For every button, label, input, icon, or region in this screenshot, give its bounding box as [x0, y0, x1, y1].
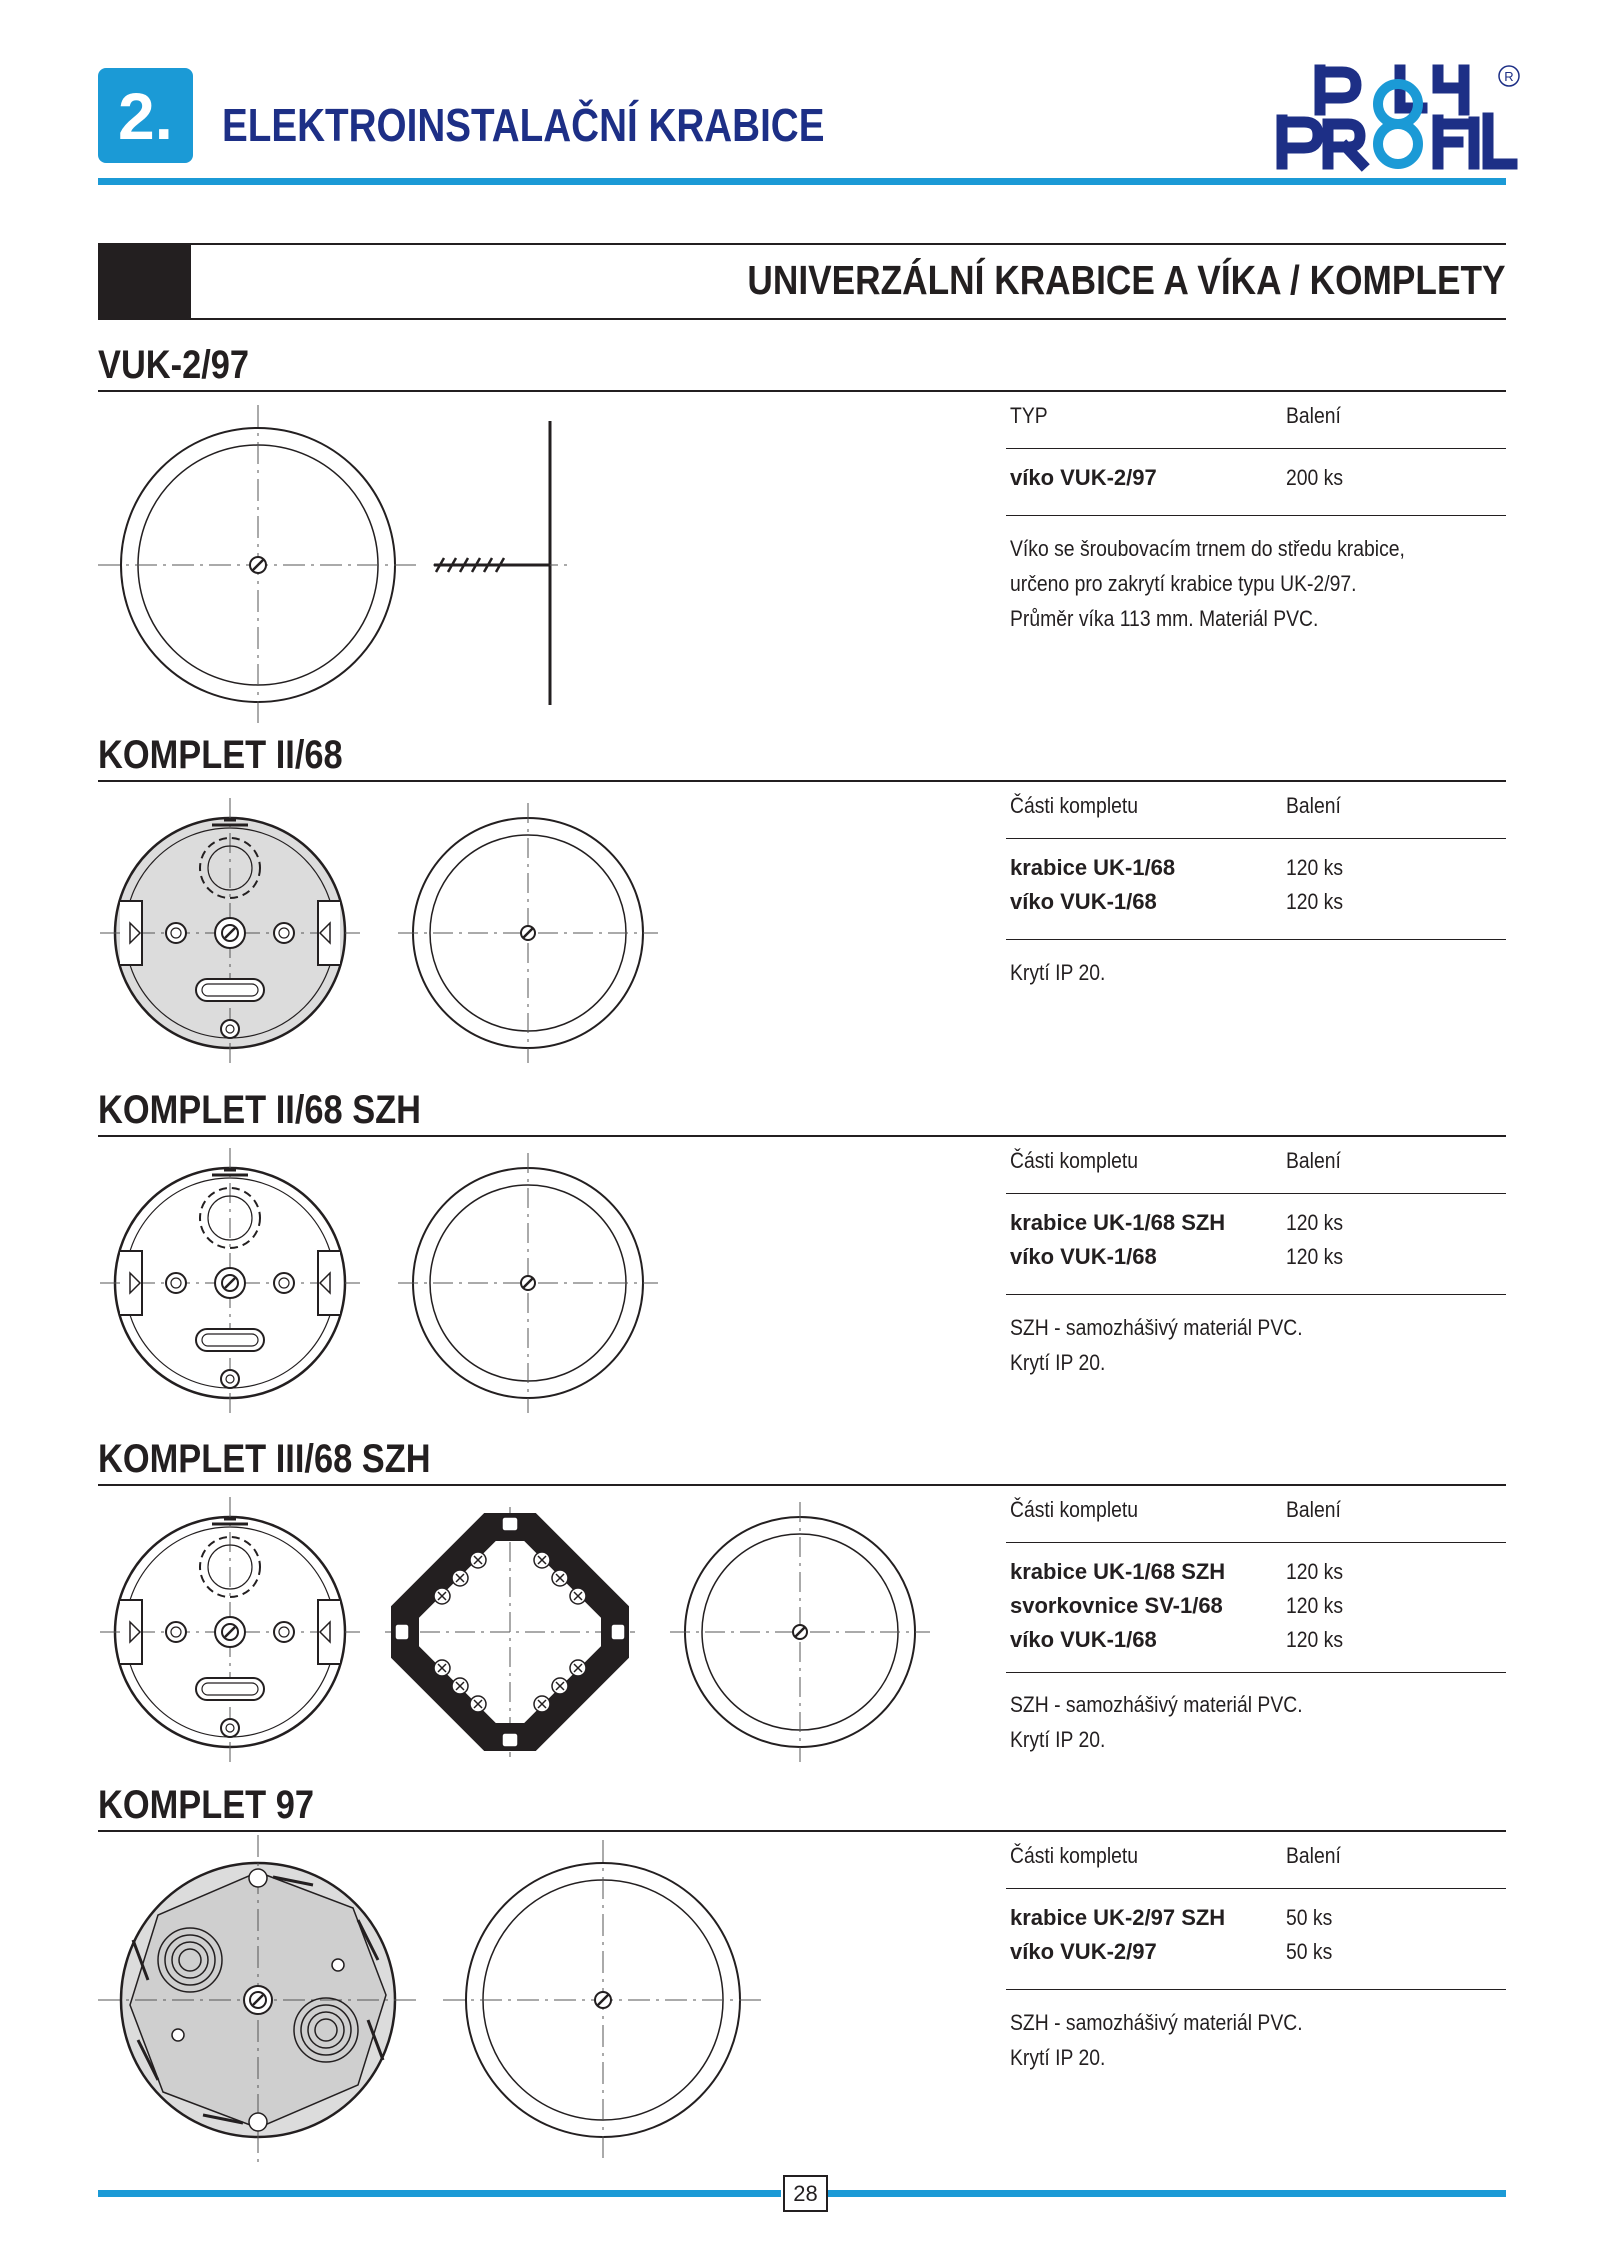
- lid-drawing-top-view: [98, 405, 418, 725]
- chapter-title: ELEKTROINSTALAČNÍ KRABICE: [222, 99, 825, 151]
- terminal-block-drawing: [385, 1507, 635, 1757]
- product-drawings: [98, 1492, 998, 1782]
- column-header-packaging: Balení: [1286, 1148, 1341, 1173]
- chapter-number-badge: [98, 68, 193, 163]
- list-item: [1006, 1905, 1506, 1939]
- chapter-number: 2.: [117, 78, 174, 153]
- part-name: svorkovnice SV-1/68: [1010, 1593, 1223, 1618]
- product-rule: [98, 1830, 1506, 1832]
- product-drawings: [98, 1143, 998, 1433]
- product-komplet-ii-68: [98, 733, 1506, 1053]
- list-item: [1006, 889, 1506, 923]
- product-title: KOMPLET 97: [98, 1783, 314, 1827]
- product-drawings: [98, 1835, 998, 2165]
- box-drawing: [100, 1497, 360, 1767]
- product-rule: [98, 390, 1506, 392]
- footer-rule: [826, 2190, 1506, 2197]
- product-rule: [98, 1135, 1506, 1137]
- box-drawing: [100, 1148, 360, 1418]
- product-description: SZH - samozhášivý materiál PVC. Krytí IP 20.: [1010, 1692, 1303, 1752]
- product-description: Víko se šroubovacím trnem do středu krabice, určeno pro zakrytí krabice typu UK-2/97. Průměr víka 113 mm. Materiál PVC.: [1010, 536, 1405, 631]
- logo-registered-mark: R: [1504, 69, 1514, 84]
- part-quantity: 120 ks: [1286, 1593, 1344, 1618]
- list-item: [1006, 1210, 1506, 1244]
- lid-drawing: [398, 803, 658, 1063]
- product-title: KOMPLET II/68: [98, 733, 343, 777]
- header-rule: [98, 178, 1506, 185]
- column-header-parts: Části kompletu: [1010, 1497, 1139, 1522]
- product-komplet-97: [98, 1783, 1506, 2173]
- section-banner: [98, 243, 1506, 320]
- list-item: [1006, 465, 1506, 499]
- column-header-parts: Části kompletu: [1010, 1148, 1139, 1173]
- page-number: 28: [783, 2175, 828, 2212]
- part-name: krabice UK-2/97 SZH: [1010, 1905, 1226, 1930]
- part-name: víko VUK-2/97: [1010, 465, 1157, 490]
- lid-drawing: [670, 1502, 930, 1762]
- footer-rule: [98, 2190, 781, 2197]
- lid-drawing: [443, 1840, 763, 2160]
- product-komplet-iii-68-szh: [98, 1437, 1506, 1767]
- product-komplet-ii-68-szh: [98, 1088, 1506, 1408]
- column-header-packaging: Balení: [1286, 1497, 1341, 1522]
- list-item: [1006, 855, 1506, 889]
- product-description: Krytí IP 20.: [1010, 960, 1106, 985]
- poly-profil-logo: [1270, 62, 1520, 172]
- product-drawings: [98, 788, 998, 1078]
- product-title: KOMPLET II/68 SZH: [98, 1088, 422, 1132]
- column-header-parts: Části kompletu: [1010, 793, 1139, 818]
- product-title: VUK-2/97: [98, 343, 250, 387]
- part-quantity: 50 ks: [1286, 1905, 1333, 1930]
- part-quantity: 120 ks: [1286, 1210, 1344, 1235]
- section-marker-block: [98, 245, 191, 318]
- part-quantity: 200 ks: [1286, 465, 1344, 490]
- list-item: [1006, 1593, 1506, 1627]
- column-header-packaging: Balení: [1286, 1843, 1341, 1868]
- column-header-type: TYP: [1010, 403, 1048, 428]
- section-title: UNIVERZÁLNÍ KRABICE A VÍKA / KOMPLETY: [747, 257, 1506, 303]
- lid-drawing-side-view: [433, 421, 568, 705]
- part-name: víko VUK-1/68: [1010, 1244, 1157, 1269]
- part-name: víko VUK-2/97: [1010, 1939, 1157, 1964]
- product-description: SZH - samozhášivý materiál PVC. Krytí IP 20.: [1010, 2010, 1303, 2070]
- product-rule: [98, 1484, 1506, 1486]
- part-name: krabice UK-1/68 SZH: [1010, 1559, 1226, 1584]
- column-header-parts: Části kompletu: [1010, 1843, 1139, 1868]
- list-item: [1006, 1559, 1506, 1593]
- box-drawing: [100, 798, 360, 1068]
- lid-drawing: [398, 1153, 658, 1413]
- product-rule: [98, 780, 1506, 782]
- part-name: krabice UK-1/68 SZH: [1010, 1210, 1226, 1235]
- product-description: SZH - samozhášivý materiál PVC. Krytí IP 20.: [1010, 1315, 1303, 1375]
- product-vuk-2-97: [98, 343, 1506, 743]
- part-name: víko VUK-1/68: [1010, 1627, 1157, 1652]
- part-name: víko VUK-1/68: [1010, 889, 1157, 914]
- list-item: [1006, 1939, 1506, 1973]
- part-quantity: 120 ks: [1286, 855, 1344, 880]
- list-item: [1006, 1627, 1506, 1661]
- list-item: [1006, 1244, 1506, 1278]
- product-title: KOMPLET III/68 SZH: [98, 1437, 431, 1481]
- product-drawings: [98, 393, 998, 763]
- part-quantity: 120 ks: [1286, 1244, 1344, 1269]
- column-header-packaging: Balení: [1286, 403, 1341, 428]
- part-quantity: 120 ks: [1286, 889, 1344, 914]
- part-quantity: 50 ks: [1286, 1939, 1333, 1964]
- part-name: krabice UK-1/68: [1010, 855, 1176, 880]
- part-quantity: 120 ks: [1286, 1627, 1344, 1652]
- box-drawing: [98, 1835, 418, 2165]
- part-quantity: 120 ks: [1286, 1559, 1344, 1584]
- column-header-packaging: Balení: [1286, 793, 1341, 818]
